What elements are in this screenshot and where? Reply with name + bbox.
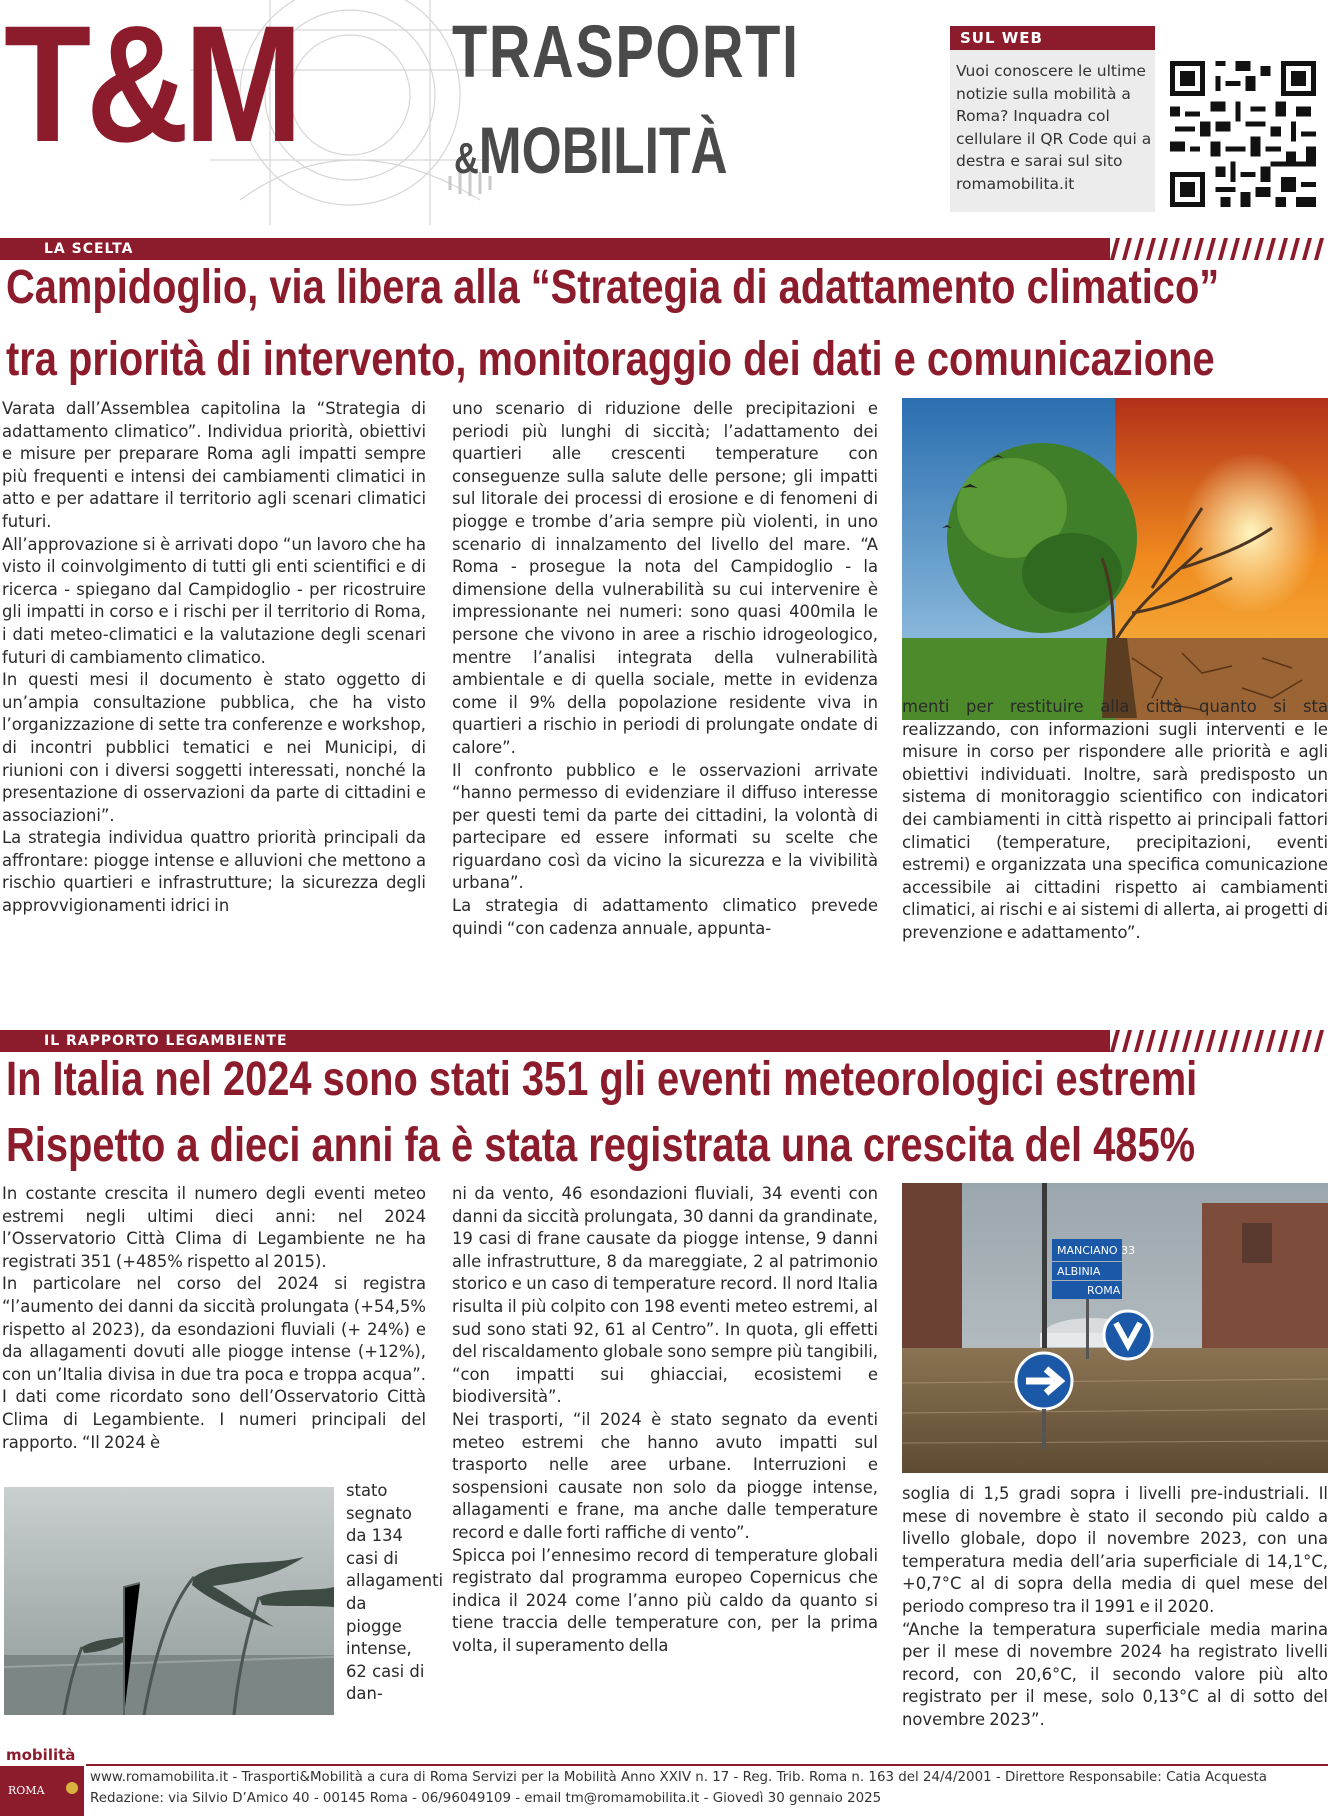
article1-column-3 (902, 696, 1328, 945)
article1-paragraph: La strategia individua quattro priorità principali da affrontare: piogge intense e alluvioni che mettono a rischio quartieri e infrastrutture; la sicurezza degli approvvigionamenti idrici in (2, 828, 426, 916)
article1-column-2 (452, 398, 878, 940)
article2-paragraph: soglia di 1,5 gradi sopra i livelli pre-industriali. Il mese di novembre è stato il secondo più caldo a livello globale, dopo il novembre 2023, con una temperatura media dell’aria superficiale di 14,1°C, +0,7°C al di sopra della media di quel mese del periodo compreso tra il 1991 e il 2020. (902, 1484, 1328, 1616)
tropical-storm-photo (4, 1487, 334, 1715)
article1-paragraph: Varata dall’Assemblea capitolina la “Strategia di adattamento climatico”. Individua priorità, obiettivi e misure per preparare Roma agli impatti sempre più frequenti e intensi dei cambiamenti climatici in atto e per adattare il territorio agli scenari climatici futuri. (2, 399, 426, 531)
footer-line-1: www.romamobilita.it - Trasporti&Mobilità a cura di Roma Servizi per la Mobilità Anno XXIV n. 17 - Reg. Trib. Roma n. 163 del 24/4/2001 - Direttore Responsabile: Catia Acquesta (90, 1770, 1267, 1785)
article1-paragraph: La strategia di adattamento climatico prevede quindi “con cadenza annuale, appunta- (452, 896, 878, 938)
footer-divider (86, 1764, 1328, 1766)
section-label-la-scelta: LA SCELTA (0, 238, 1110, 260)
article1-paragraph: In questi mesi il documento è stato oggetto di un’ampia consultazione pubblica, che ha visto l’organizzazione di sette tra conferenze e workshop, di incontri pubblici tematici e nei Municipi, di riunioni con i diversi soggetti interessati, nonché la presentazione di osservazioni da parte di cittadini e associazioni”. (2, 670, 426, 825)
masthead-title-word: MOBILITÀ (478, 113, 728, 187)
qr-code-icon[interactable] (1170, 60, 1316, 208)
web-box-label: SUL WEB (950, 26, 1155, 50)
masthead-title-line1: TRASPORTI (452, 10, 800, 93)
article1-headline-line1: Campidoglio, via libera alla “Strategia di adattamento climatico” (6, 261, 1220, 314)
flooded-street-photo (902, 1183, 1328, 1473)
article1-paragraph: All’approvazione si è arrivati dopo “un lavoro che ha visto il coinvolgimento di tutti gli enti scientifici e di ricerca - spiegano dal Campidoglio - per ricostruire gli impatti in corso e i rischi per il territorio di Roma, i dati meteo-climatici e la valutazione degli scenari futuri di cambiamento climatico. (2, 534, 426, 667)
article2-wrap-text: stato segnato da 134 casi di allagamenti da piogge intense, 62 casi di dan- (346, 1481, 444, 1704)
article2-headline-line2: Rispetto a dieci anni fa è stata registrata una crescita del 485% (6, 1119, 1196, 1172)
web-box-text: Vuoi conoscere le ultime notizie sulla mobilità a Roma? Inquadra col cellulare il QR Code qui a destra e sarai sul sito romamobilita.it (956, 62, 1152, 193)
article2-paragraph: “Anche la temperatura superficiale media marina per il mese di novembre 2024 ha registrato livelli record, con 20,6°C, il secondo valore più alto registrato per il mese, solo 0,13°C al di sotto del novembre 2023”. (902, 1619, 1328, 1729)
road-sign-text: ROMA (1087, 1284, 1121, 1297)
article2-column-1 (2, 1183, 426, 1454)
masthead-logo: T&M (4, 0, 298, 177)
section-hatch-decoration (1110, 238, 1328, 260)
footer-logo-word: mobilità (6, 1746, 76, 1764)
article1-headline-line2: tra priorità di intervento, monitoraggio dei dati e comunicazione (6, 333, 1215, 386)
climate-tree-photo (902, 398, 1328, 720)
article1-column-1 (2, 398, 426, 918)
article2-paragraph: In particolare nel corso del 2024 si registra “l’aumento dei danni da siccità prolungata (+54,5% rispetto al 2023), da esondazioni fluviali (+ 24%) e da allagamenti dovuti alle piogge intense (+12%), con un’Italia divisa in due tra poca e troppa acqua”. I dati come ricordato sono dell’Osservatorio Città Clima di Legambiente. I numeri principali del rapporto. “Il 2024 è (2, 1274, 426, 1452)
article2-column-3 (902, 1483, 1328, 1732)
article1-paragraph: menti per restituire alla città quanto si sta realizzando, con informazioni sugli interventi e le misure in corso per rispondere alle priorità e agli obiettivi individuati. Inoltre, sarà predisposto un sistema di monitoraggio scientifico con indicatori dei cambiamenti in città rispetto ai principali fattori climatici (temperature, precipitazioni, eventi estremi) e organizzata una specifica comunicazione accessibile ai cittadini rispetto ai cambiamenti climatici, ai rischi e ai sistemi di allerta, ai progetti di prevenzione e adattamento”. (902, 697, 1328, 942)
footer-text (90, 1767, 1267, 1809)
article2-paragraph: Nei trasporti, “il 2024 è stato segnato da eventi meteo estremi che hanno avuto impatti sul trasporto nelle aree urbane. Interruzioni e sospensioni causate non solo da piogge intense, allagamenti e frane, ma anche dalle temperature record e dalle forti raffiche di vento”. (452, 1409, 878, 1542)
masthead-title-line2 (454, 113, 728, 193)
footer-logo-city: ROMA (8, 1784, 45, 1797)
road-sign-text: MANCIANO 33 (1057, 1244, 1136, 1257)
article1-paragraph: Il confronto pubblico e le osservazioni arrivate “hanno permesso di evidenziare il diffuso interesse per questi temi da parte dei cittadini, la volontà di partecipare ed essere informati su scelte che riguardano così da vicino la sicurezza e la vivibilità urbana”. (452, 760, 878, 893)
article2-headline-line1: In Italia nel 2024 sono stati 351 gli eventi meteorologici estremi (6, 1053, 1198, 1106)
section-label-rapporto-legambiente: IL RAPPORTO LEGAMBIENTE (0, 1030, 1110, 1052)
article2-paragraph: In costante crescita il numero degli eventi meteo estremi negli ultimi dieci anni: nel 2024 l’Osservatorio Città Clima di Legambiente ne ha registrati 351 (+485% rispetto al 2015). (2, 1184, 426, 1271)
article2-paragraph: ni da vento, 46 esondazioni fluviali, 34 eventi con danni da siccità prolungata, 30 danni da grandinate, 19 casi di frane causate da piogge intense, 9 danni alle infrastrutture, 8 da mareggiate, 2 al patrimonio storico e un caso di temperature record. Il nord Italia risulta il più colpito con 198 eventi meteo estremi, al sud sono stati 92, 61 al Centro”. In quota, gli effetti del riscaldamento globale sono sempre più tangibili, “con impatti sui ghiacciai, ecosistemi e biodiversità”. (452, 1184, 878, 1407)
footer-line-2: Redazione: via Silvio D’Amico 40 - 00145 Roma - 06/96049109 - email tm@romamobilita.it - Giovedì 30 gennaio 2025 (90, 1791, 882, 1806)
section-hatch-decoration (1110, 1030, 1328, 1052)
road-sign-text: ALBINIA (1057, 1265, 1101, 1278)
masthead-ampersand: & (454, 134, 479, 183)
article2-column-2 (452, 1183, 878, 1657)
article2-paragraph: Spicca poi l’ennesimo record di temperature globali registrato dal programma europeo Copernicus che indica il 2024 come l’anno più caldo da quanto si tiene traccia delle temperature con, per la prima volta, il superamento della (452, 1545, 878, 1655)
article1-paragraph: uno scenario di riduzione delle precipitazioni e periodi più lunghi di siccità; l’adattamento dei quartieri alle crescenti temperature con conseguenze sulla salute delle persone; gli impatti sul litorale dei processi di erosione e di fenomeni di piogge e trombe d’aria sempre più violenti, in uno scenario di innalzamento del livello del mare. “A Roma - prosegue la nota del Campidoglio - la dimensione della vulnerabilità su cui intervenire è impressionante nei numeri: sono quasi 400mila le persone che vivono in aree a rischio idrogeologico, mentre l’analisi integrata della vulnerabilità ambientale e di quella sociale, mette in evidenza come il 9% della popolazione residente viva in quartieri a rischio in periodi di prolungate ondate di calore”. (452, 399, 878, 757)
footer-logo[interactable] (0, 1738, 84, 1816)
